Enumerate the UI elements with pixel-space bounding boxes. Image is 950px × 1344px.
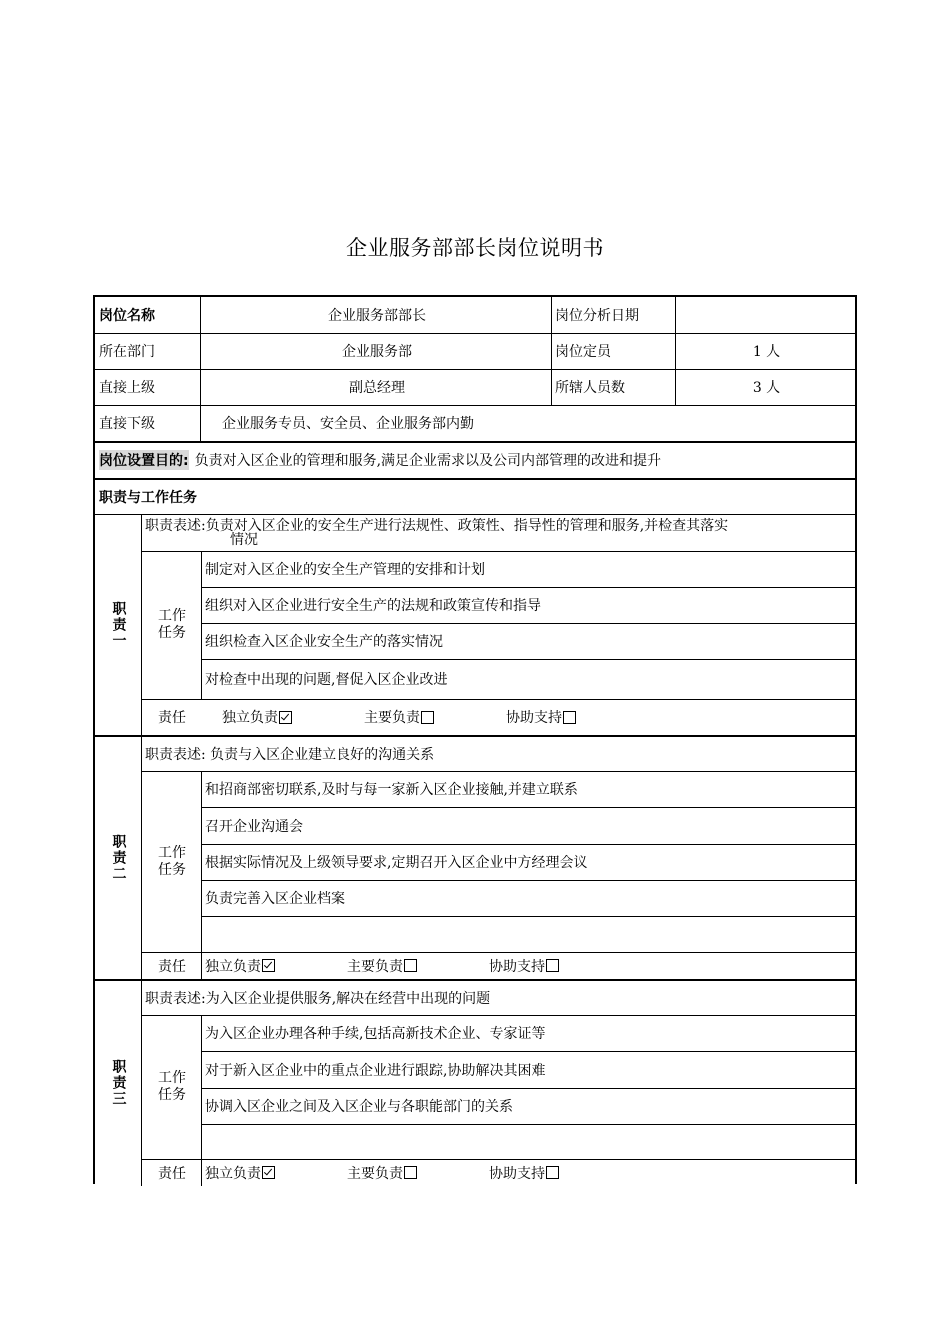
staffing-label: 岗位定员	[555, 344, 611, 360]
grid-line	[142, 1159, 855, 1160]
grid-line	[95, 369, 855, 370]
duty-3-task-2: 对于新入区企业中的重点企业进行跟踪,协助解决其困难	[205, 1062, 546, 1079]
staffing-value: 1 人	[752, 344, 781, 360]
checkbox-icon[interactable]	[546, 1166, 559, 1179]
subordinate-count-label: 所辖人员数	[555, 380, 625, 396]
grid-line	[142, 551, 855, 552]
duty-1-statement-line2: 情况	[230, 532, 258, 548]
duty-1-task-1: 制定对入区企业的安全生产管理的安排和计划	[205, 562, 485, 578]
duty-3-assist: 协助支持	[489, 1163, 559, 1183]
dept-label: 所在部门	[99, 344, 155, 360]
grid-line	[202, 844, 855, 845]
duty-2-main: 主要负责	[347, 956, 417, 976]
duty-3-responsibility-label: 责任	[158, 1165, 186, 1182]
grid-line	[95, 441, 855, 443]
duty-1-statement-line1: 职责表述:负责对入区企业的安全生产进行法规性、政策性、指导性的管理和服务,并检查其落实	[145, 518, 729, 534]
duty-1-responsibility	[222, 699, 852, 735]
duty-1-statement	[145, 515, 855, 551]
checked-box-icon[interactable]	[262, 959, 275, 972]
duty-1-assist: 协助支持	[506, 707, 576, 727]
duty-1-label-cell	[95, 515, 142, 735]
grid-line	[201, 771, 202, 979]
subordinates-value: 企业服务专员、安全员、企业服务部内勤	[222, 416, 474, 432]
grid-line	[142, 1015, 855, 1016]
duty-3-responsibility	[205, 1159, 855, 1186]
duty-3-task-3: 协调入区企业之间及入区企业与各职能部门的关系	[205, 1099, 513, 1115]
duty-3-main: 主要负责	[347, 1163, 417, 1183]
grid-line	[142, 699, 855, 700]
duty-3-tasks-label: 工作任务	[158, 1070, 186, 1103]
purpose-label: 岗位设置目的:	[99, 450, 189, 470]
duty-1-task-4: 对检查中出现的问题,督促入区企业改进	[205, 672, 448, 688]
duty-1-task-2: 组织对入区企业进行安全生产的法规和政策宣传和指导	[205, 598, 541, 614]
duty-3-task-4	[205, 1124, 855, 1159]
duty-3-label-cell	[95, 980, 142, 1186]
duty-3-independent: 独立负责	[205, 1163, 275, 1183]
duty-2-task-1: 和招商部密切联系,及时与每一家新入区企业接触,并建立联系	[205, 782, 578, 798]
grid-line	[202, 916, 855, 917]
grid-line	[202, 659, 855, 660]
job-description-table	[93, 295, 857, 1184]
grid-line	[95, 405, 855, 406]
checkbox-icon[interactable]	[546, 959, 559, 972]
grid-line	[141, 515, 142, 1186]
subordinates-label: 直接下级	[99, 416, 155, 432]
duty-2-assist: 协助支持	[489, 956, 559, 976]
grid-line	[95, 979, 855, 981]
analysis-date-value	[678, 297, 855, 333]
duty-2-tasks-label: 工作任务	[158, 844, 186, 878]
duties-header: 职责与工作任务	[99, 490, 197, 506]
grid-line	[95, 333, 855, 334]
duty-3-task-1: 为入区企业办理各种手续,包括高新技术企业、专家证等	[205, 1026, 546, 1042]
checkbox-icon[interactable]	[563, 711, 576, 724]
duty-2-responsibility	[205, 952, 855, 979]
grid-line	[551, 297, 552, 405]
duty-1-independent: 独立负责	[222, 707, 292, 727]
purpose-text: 负责对入区企业的管理和服务,满足企业需求以及公司内部管理的改进和提升	[194, 453, 662, 469]
checkbox-icon[interactable]	[404, 1166, 417, 1179]
purpose-row	[99, 442, 854, 478]
duty-2-task-2: 召开企业沟通会	[205, 818, 303, 835]
dept-value: 企业服务部	[342, 344, 412, 360]
checked-box-icon[interactable]	[262, 1166, 275, 1179]
superior-label: 直接上级	[99, 380, 155, 396]
duty-2-label: 职责二	[110, 833, 127, 882]
grid-line	[202, 1124, 855, 1125]
grid-line	[200, 405, 201, 441]
duty-1-task-3: 组织检查入区企业安全生产的落实情况	[205, 634, 443, 650]
analysis-date-label: 岗位分析日期	[555, 308, 639, 324]
grid-line	[95, 514, 855, 515]
duty-1-responsibility-label: 责任	[158, 710, 186, 726]
grid-line	[142, 771, 855, 772]
duty-2-task-4: 负责完善入区企业档案	[205, 891, 345, 907]
duty-2-label-cell	[95, 736, 142, 979]
grid-line	[675, 297, 676, 405]
duty-1-label: 职责一	[110, 601, 127, 649]
grid-line	[202, 587, 855, 588]
duty-1-main: 主要负责	[364, 707, 434, 727]
duty-1-tasks-label: 工作任务	[158, 608, 186, 641]
duty-2-task-3: 根据实际情况及上级领导要求,定期召开入区企业中方经理会议	[205, 855, 588, 871]
page-title: 企业服务部部长岗位说明书	[346, 236, 604, 260]
grid-line	[95, 735, 855, 737]
checkbox-icon[interactable]	[421, 711, 434, 724]
grid-line	[202, 623, 855, 624]
duty-3-statement: 职责表述:为入区企业提供服务,解决在经营中出现的问题	[145, 990, 491, 1007]
grid-line	[142, 952, 855, 953]
post-name-label: 岗位名称	[99, 308, 155, 324]
subordinate-count-value: 3 人	[752, 380, 781, 396]
duty-2-task-5	[205, 916, 855, 952]
grid-line	[202, 880, 855, 881]
grid-line	[201, 1015, 202, 1186]
superior-value: 副总经理	[349, 380, 405, 396]
checked-box-icon[interactable]	[279, 711, 292, 724]
checkbox-icon[interactable]	[404, 959, 417, 972]
grid-line	[200, 297, 201, 405]
grid-line	[202, 1088, 855, 1089]
duty-2-responsibility-label: 责任	[158, 958, 186, 975]
grid-line	[202, 807, 855, 808]
grid-line	[95, 478, 855, 480]
duty-2-statement: 职责表述: 负责与入区企业建立良好的沟通关系	[145, 746, 435, 763]
duty-2-independent: 独立负责	[205, 956, 275, 976]
grid-line	[201, 551, 202, 699]
duty-3-label: 职责三	[110, 1059, 127, 1107]
post-name-value: 企业服务部部长	[328, 308, 426, 324]
grid-line	[202, 1051, 855, 1052]
